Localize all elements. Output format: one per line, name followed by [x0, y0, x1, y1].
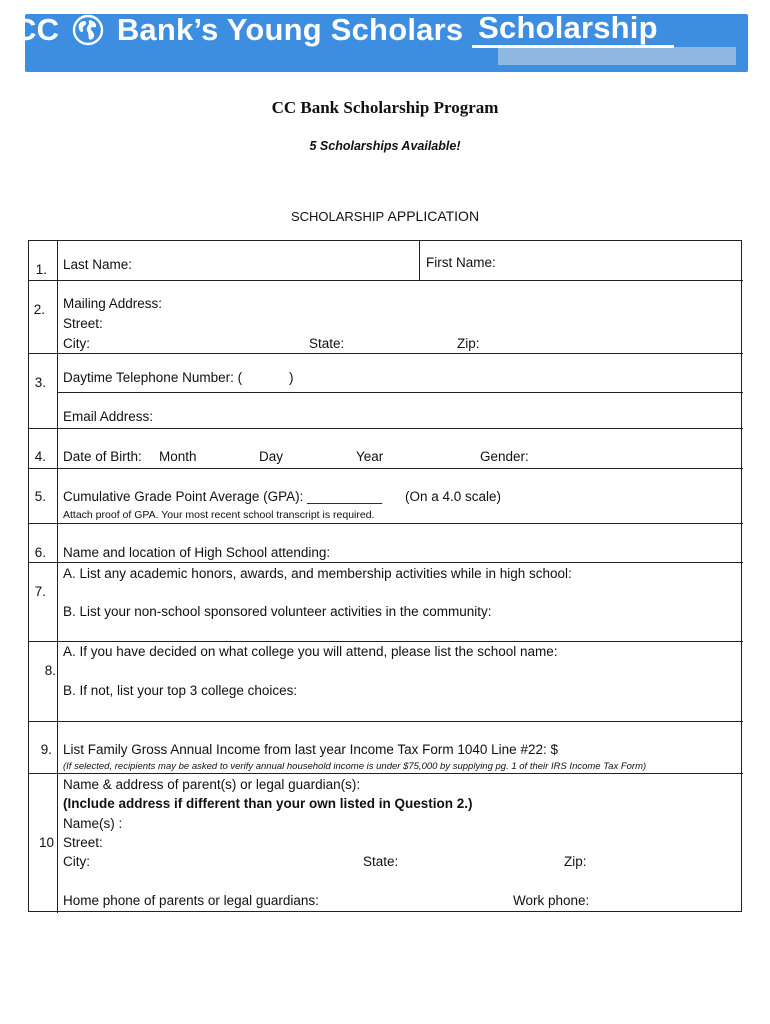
- row-divider-8: [29, 721, 743, 722]
- question-number-5: 5.: [34, 489, 46, 504]
- last-name-label: Last Name:: [63, 257, 133, 272]
- income-label: List Family Gross Annual Income from last year Income Tax Form 1040 Line #22: $: [63, 742, 558, 757]
- banner-title-part2: Bank’s Young Scholars: [116, 11, 464, 47]
- dob-year-label: Year: [356, 449, 384, 464]
- row-divider-9: [29, 773, 743, 774]
- question-number-6: 6.: [34, 545, 46, 560]
- row-divider-1: [29, 280, 743, 281]
- college-choices-label: B. If not, list your top 3 college choices:: [63, 683, 298, 698]
- row-divider-4: [29, 468, 743, 469]
- row-divider-2: [29, 353, 743, 354]
- parent-names-label: Name(s) :: [63, 816, 123, 831]
- banner-title-part1: CC: [14, 11, 60, 47]
- first-name-label: First Name:: [426, 255, 496, 270]
- application-title-part2: APPLICATION: [387, 208, 480, 224]
- question-number-4: 4.: [34, 449, 46, 464]
- parent-label: Name & address of parent(s) or legal guardian(s):: [63, 777, 361, 792]
- globe-icon: [72, 14, 104, 46]
- name-divider: [419, 241, 420, 280]
- question-number-1: 1.: [35, 262, 47, 277]
- number-column-divider: [57, 241, 58, 913]
- phone-label: Daytime Telephone Number: (: [63, 370, 243, 385]
- state-label: State:: [309, 336, 345, 351]
- row-divider-5: [29, 523, 743, 524]
- question-number-9: 9.: [40, 742, 52, 757]
- email-label: Email Address:: [63, 409, 154, 424]
- row-divider-3: [29, 428, 743, 429]
- phone-close-paren: ): [289, 370, 294, 385]
- parent-city-label: City:: [63, 854, 90, 869]
- volunteer-label: B. List your non-school sponsored volunteer activities in the community:: [63, 604, 492, 619]
- parent-address-note: (Include address if different than your own listed in Question 2.): [63, 796, 473, 811]
- parent-home-phone-label: Home phone of parents or legal guardians:: [63, 893, 319, 908]
- parent-street-label: Street:: [63, 835, 103, 850]
- question-number-10: 10: [38, 835, 54, 850]
- dob-day-label: Day: [259, 449, 284, 464]
- row-divider-3a: [57, 392, 743, 393]
- dob-label: Date of Birth:: [63, 449, 142, 464]
- college-decided-label: A. If you have decided on what college you will attend, please list the school name:: [63, 644, 558, 659]
- question-number-7: 7.: [34, 584, 46, 599]
- gpa-note: Attach proof of GPA. Your most recent school transcript is required.: [63, 509, 375, 521]
- parent-state-label: State:: [363, 854, 399, 869]
- application-title-part1: SCHOLARSHIP: [290, 209, 388, 224]
- city-label: City:: [63, 336, 90, 351]
- honors-label: A. List any academic honors, awards, and membership activities while in high school:: [63, 566, 572, 581]
- banner-title-part3: Scholarship: [472, 11, 674, 48]
- question-number-8: 8.: [44, 663, 56, 678]
- application-title: [0, 208, 770, 224]
- high-school-label: Name and location of High School attending:: [63, 545, 331, 560]
- row-divider-7: [29, 641, 743, 642]
- scholarship-count: 5 Scholarships Available!: [309, 139, 461, 153]
- banner-title: [14, 10, 674, 48]
- gpa-label: Cumulative Grade Point Average (GPA): __________: [63, 489, 383, 504]
- banner-underline-shadow: [498, 47, 736, 65]
- parent-zip-label: Zip:: [564, 854, 587, 869]
- row-divider-6: [29, 562, 743, 563]
- income-note: (If selected, recipients may be asked to verify annual household income is under $75,000 by supplying pg. 1 of their IRS Income Tax Form): [63, 761, 647, 772]
- mailing-address-label: Mailing Address:: [63, 296, 163, 311]
- street-label: Street:: [63, 316, 103, 331]
- dob-month-label: Month: [159, 449, 197, 464]
- gender-label: Gender:: [480, 449, 529, 464]
- gpa-scale-label: (On a 4.0 scale): [405, 489, 502, 504]
- question-number-2: 2.: [33, 302, 45, 317]
- program-title: CC Bank Scholarship Program: [271, 98, 499, 117]
- parent-work-phone-label: Work phone:: [513, 893, 590, 908]
- question-number-3: 3.: [34, 375, 46, 390]
- zip-label: Zip:: [457, 336, 480, 351]
